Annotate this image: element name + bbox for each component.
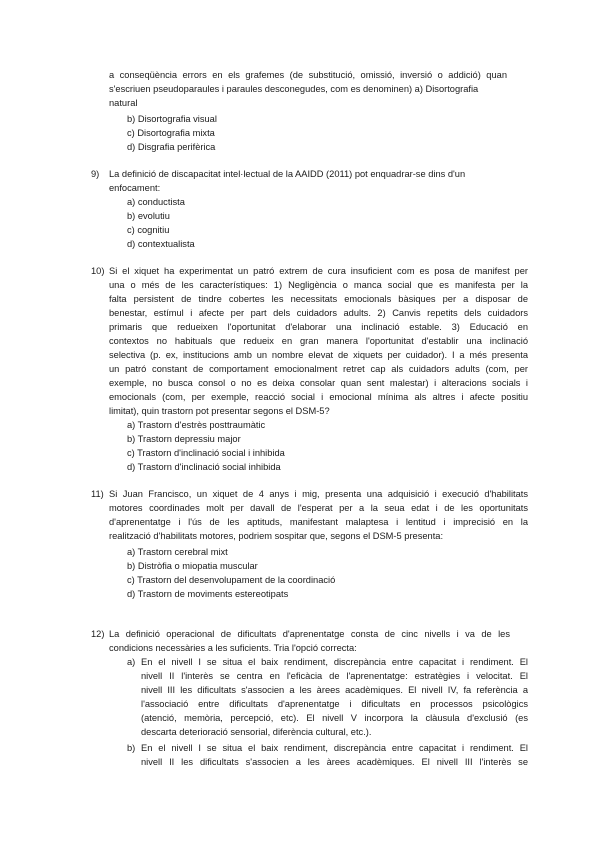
question-text-line: Si el xiquet ha experimentat un patró extrem de cura insuficient com es posa de manifest per <box>109 266 528 276</box>
option-b: b) Disortografia visual <box>127 114 217 124</box>
question-number: 11) <box>91 489 104 499</box>
question-text-line: exemple, no busca consol o no es deixa consolar quan sent malestar) i alteracions socials i <box>109 378 528 388</box>
question-text-line: d'aprenentatge i l'ús de les aptituds, manifestant malaptesa i lentitud i imprecisió en la <box>109 517 528 527</box>
question-text-line: selectiva (p. ex, institucions amb un nombre elevat de xiquets per cuidador). I a més presenta <box>109 350 528 360</box>
option-b-text-line: nivell II les dificultats s'associen a les àrees acadèmiques. El nivell III l'interès se <box>141 757 528 767</box>
text-line: natural <box>109 98 138 108</box>
question-text-line: benestar, estímul i afecte per part dels cuidadors adults. 2) Canvis repetits dels cuidadors <box>109 308 528 318</box>
question-number: 9) <box>91 169 100 179</box>
question-text-line: condicions necessàries a les suficients. Tria l'opció correcta: <box>109 643 357 653</box>
text-line: a conseqüència errors en els grafemes (de substitució, omissió, inversió o addició) quan <box>109 70 507 80</box>
question-number: 12) <box>91 629 105 639</box>
option-a: a) Trastorn d'estrès posttraumàtic <box>127 420 266 430</box>
question-text-line: primaris que redueixen l'oportunitat d'elaborar una inclinació estable. 3) Educació en <box>109 322 528 332</box>
option-a-text-line: En el nivell I se situa el baix rendiment, discrepància entre capacitat i rendiment. El <box>141 657 528 667</box>
question-text-line: falta persistent de tindre cobertes les necessitats emocionals bàsiques per a disposar de <box>109 294 528 304</box>
option-c: c) Trastorn d'inclinació social i inhibida <box>127 448 285 458</box>
option-c: c) Disortografia mixta <box>127 128 215 138</box>
question-text-line: un patró constant de comportament emocionalment retret cap als cuidadors adults (com, per <box>109 364 528 374</box>
option-d: d) contextualista <box>127 239 195 249</box>
option-a-text-line: descarta deterioració sensorial, diferència cultural, etc.). <box>141 727 372 737</box>
option-a: a) Trastorn cerebral mixt <box>127 547 228 557</box>
question-text-line: emocionals (com, per exemple, reacció social i emocional mínima als altres i afecte positiu <box>109 392 528 402</box>
option-b: b) Trastorn depressiu major <box>127 434 241 444</box>
option-d: d) Trastorn de moviments estereotipats <box>127 589 289 599</box>
option-a: a) conductista <box>127 197 185 207</box>
option-a-text-line: l'associació entre dificultats d'aprenentatge i dificultats en processos psicològics <box>141 699 528 709</box>
question-text-line: realització d'habilitats motores, podriem sospitar que, segons el DSM-5 presenta: <box>109 531 444 541</box>
question-text-line: motores coordinades molt per davall de l'esperat per a la seua edat i de les oportunitats <box>109 503 528 513</box>
option-a-text-line: nivell II l'interès se centra en l'eficàcia de l'aprenentatge: estratègies i velocitat. El <box>141 671 528 681</box>
option-a-text-line: (atenció, memòria, percepció, etc). El nivell V incorpora la clàusula d'exclusió (es <box>141 713 528 723</box>
text-line: s'escriuen pseudoparaules i paraules desconegudes, com es denominen) a) Disortografia <box>109 84 479 94</box>
question-text-line: contextos no habituals que redueix en gran manera l'oportunitat d'establir una inclinació <box>109 336 528 346</box>
option-b: b) Distròfia o miopatia muscular <box>127 561 258 571</box>
option-d: d) Trastorn d'inclinació social inhibida <box>127 462 281 472</box>
option-a-text-line: nivell III les dificultats s'associen a les àrees acadèmiques. El nivell IV, fa referència a <box>141 685 528 695</box>
option-b-text-line: En el nivell I se situa el baix rendiment, discrepància entre capacitat i rendiment. El <box>141 743 528 753</box>
option-d: d) Disgrafia perifèrica <box>127 142 216 152</box>
question-text-line: una o més de les característiques: 1) Negligència o manca social que es manifesta per la <box>109 280 528 290</box>
option-b: b) evolutiu <box>127 211 170 221</box>
option-a-label: a) <box>127 657 136 667</box>
question-text-line: limitat), quin trastorn pot presentar segons el DSM-5? <box>109 406 330 416</box>
question-number: 10) <box>91 266 105 276</box>
question-text-line: La definició de discapacitat intel·lectual de la AAIDD (2011) pot enquadrar-se dins d'un <box>109 169 466 179</box>
question-text-line: Si Juan Francisco, un xiquet de 4 anys i mig, presenta una adquisició i execució d'habilitats <box>109 489 528 499</box>
question-text-line: enfocament: <box>109 183 161 193</box>
option-c: c) cognitiu <box>127 225 170 235</box>
question-text-line: La definició operacional de dificultats d'aprenentatge consta de cinc nivells i va de les <box>109 629 510 639</box>
option-c: c) Trastorn del desenvolupament de la coordinació <box>127 575 336 585</box>
option-b-label: b) <box>127 743 136 753</box>
